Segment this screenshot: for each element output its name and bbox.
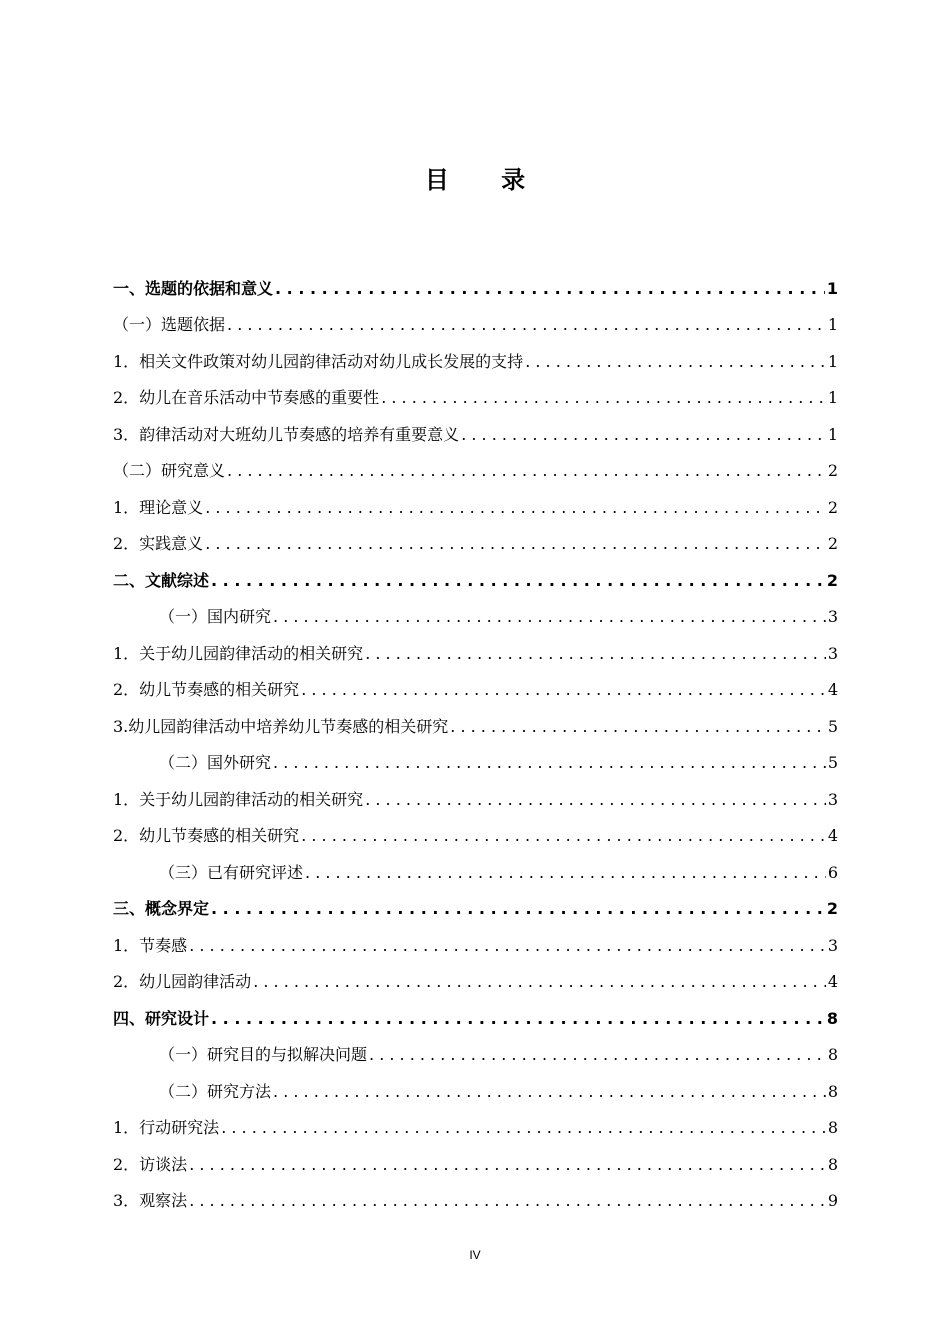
toc-entry-label: （一）研究目的与拟解决问题 — [159, 1045, 368, 1064]
dot-leader — [221, 1118, 826, 1138]
toc-entry-page: 8 — [827, 1081, 838, 1101]
toc-entry-page: 9 — [827, 1191, 838, 1210]
dot-leader — [253, 972, 826, 992]
toc-entry[interactable] — [113, 700, 838, 737]
toc-entry-label: 2．实践意义 — [113, 534, 204, 553]
toc-entry-page: 2 — [827, 497, 838, 517]
toc-entry-label: （二）研究意义 — [113, 461, 226, 480]
toc-entry-page: 5 — [827, 753, 838, 772]
toc-entry-label: 3．观察法 — [113, 1191, 188, 1210]
toc-entry-page: 8 — [827, 1045, 838, 1064]
toc-entry[interactable] — [113, 445, 838, 482]
toc-entry-label: 3.幼儿园韵律活动中培养幼儿节奏感的相关研究 — [113, 716, 449, 736]
toc-entry[interactable] — [113, 956, 838, 993]
toc-entry-label: 2．幼儿在音乐活动中节奏感的重要性 — [113, 388, 380, 407]
dot-leader — [301, 680, 826, 700]
dot-leader — [365, 790, 826, 810]
page-number: IV — [469, 1248, 481, 1262]
dot-leader — [189, 1155, 826, 1175]
dot-leader — [227, 461, 826, 481]
toc-entry[interactable] — [113, 1065, 838, 1102]
toc-entry-label: 一、选题的依据和意义 — [113, 278, 274, 298]
toc-entry[interactable] — [113, 919, 838, 956]
toc-entry-page: 2 — [827, 461, 838, 480]
toc-entry-page: 4 — [827, 972, 838, 991]
dot-leader — [189, 936, 826, 956]
toc-entry[interactable] — [113, 408, 838, 445]
dot-leader — [365, 644, 826, 664]
toc-entry-label: 1．行动研究法 — [113, 1118, 220, 1137]
toc-entry[interactable] — [113, 554, 838, 591]
toc-entry[interactable] — [113, 883, 838, 920]
toc-entry-label: 1．关于幼儿园韵律活动的相关研究 — [113, 789, 364, 809]
toc-entry-label: 三、概念界定 — [113, 899, 210, 918]
toc-entry-page: 1 — [827, 388, 838, 407]
toc-entry-label: 二、文献综述 — [113, 570, 210, 590]
toc-entry[interactable] — [113, 481, 838, 518]
toc-entry[interactable] — [113, 591, 838, 628]
toc-entry-page: 2 — [827, 534, 838, 553]
toc-entry-page: 1 — [827, 424, 838, 444]
toc-entry[interactable] — [113, 627, 838, 664]
toc-entry-label: 1．相关文件政策对幼儿园韵律活动对幼儿成长发展的支持 — [113, 351, 524, 371]
toc-entry[interactable] — [113, 664, 838, 701]
toc-entry-page: 6 — [827, 862, 838, 882]
toc-entry[interactable] — [113, 1175, 838, 1212]
toc-entry-page: 8 — [827, 1154, 838, 1174]
toc-entry-label: 2．幼儿节奏感的相关研究 — [113, 680, 300, 699]
toc-entry-label: 1．理论意义 — [113, 497, 204, 517]
dot-leader — [273, 607, 826, 627]
toc-entry-page: 8 — [827, 1118, 838, 1137]
toc-entry-label: （三）已有研究评述 — [159, 862, 304, 882]
toc-entry-page: 1 — [827, 315, 838, 334]
toc-entry[interactable] — [113, 262, 838, 299]
toc-entry-label: 2．幼儿节奏感的相关研究 — [113, 826, 300, 845]
toc-entry[interactable] — [113, 1138, 838, 1175]
dot-leader — [450, 717, 826, 737]
dot-leader — [369, 1045, 826, 1065]
toc-entry-page: 4 — [827, 826, 838, 845]
toc-entry[interactable] — [113, 1029, 838, 1066]
dot-leader — [211, 571, 825, 591]
toc-entry-label: （一）国内研究 — [159, 607, 272, 626]
toc-entry-page: 3 — [827, 643, 838, 663]
toc-entry-label: （二）研究方法 — [159, 1081, 272, 1101]
toc-entry-label: 1．节奏感 — [113, 935, 188, 955]
toc-entry-label: （二）国外研究 — [159, 753, 272, 772]
dot-leader — [205, 534, 826, 554]
toc-entry-label: 2．幼儿园韵律活动 — [113, 972, 252, 991]
dot-leader — [211, 899, 825, 919]
toc-entry[interactable] — [113, 737, 838, 774]
toc-entry-label: 1．关于幼儿园韵律活动的相关研究 — [113, 643, 364, 663]
toc-entry-page: 1 — [827, 351, 838, 371]
dot-leader — [211, 1009, 825, 1029]
toc-entry[interactable] — [113, 372, 838, 409]
dot-leader — [305, 863, 826, 883]
toc-entry[interactable] — [113, 1102, 838, 1139]
dot-leader — [301, 826, 826, 846]
toc-entry-page: 2 — [826, 899, 838, 918]
dot-leader — [461, 425, 826, 445]
toc-entry-label: 2．访谈法 — [113, 1154, 188, 1174]
toc-entry-label: 四、研究设计 — [113, 1008, 210, 1028]
table-of-contents — [113, 262, 838, 1211]
toc-entry[interactable] — [113, 810, 838, 847]
page-title: 目 录 — [424, 166, 548, 194]
dot-leader — [275, 279, 825, 299]
toc-entry-page: 3 — [827, 789, 838, 809]
toc-entry-page: 5 — [827, 716, 838, 736]
toc-entry[interactable] — [113, 992, 838, 1029]
dot-leader — [227, 315, 826, 335]
toc-entry-label: 3．韵律活动对大班幼儿节奏感的培养有重要意义 — [113, 424, 460, 444]
toc-entry-page: 8 — [826, 1008, 838, 1028]
toc-entry[interactable] — [113, 773, 838, 810]
dot-leader — [205, 498, 826, 518]
toc-entry[interactable] — [113, 299, 838, 336]
toc-entry[interactable] — [113, 518, 838, 555]
dot-leader — [525, 352, 826, 372]
toc-entry-page: 1 — [826, 278, 838, 298]
dot-leader — [381, 388, 826, 408]
toc-entry-page: 4 — [827, 680, 838, 699]
toc-entry[interactable] — [113, 335, 838, 372]
toc-entry[interactable] — [113, 846, 838, 883]
toc-entry-page: 3 — [827, 607, 838, 626]
toc-entry-page: 3 — [827, 935, 838, 955]
toc-entry-label: （一）选题依据 — [113, 315, 226, 334]
dot-leader — [273, 753, 826, 773]
dot-leader — [189, 1191, 826, 1211]
toc-entry-page: 2 — [826, 570, 838, 590]
dot-leader — [273, 1082, 826, 1102]
